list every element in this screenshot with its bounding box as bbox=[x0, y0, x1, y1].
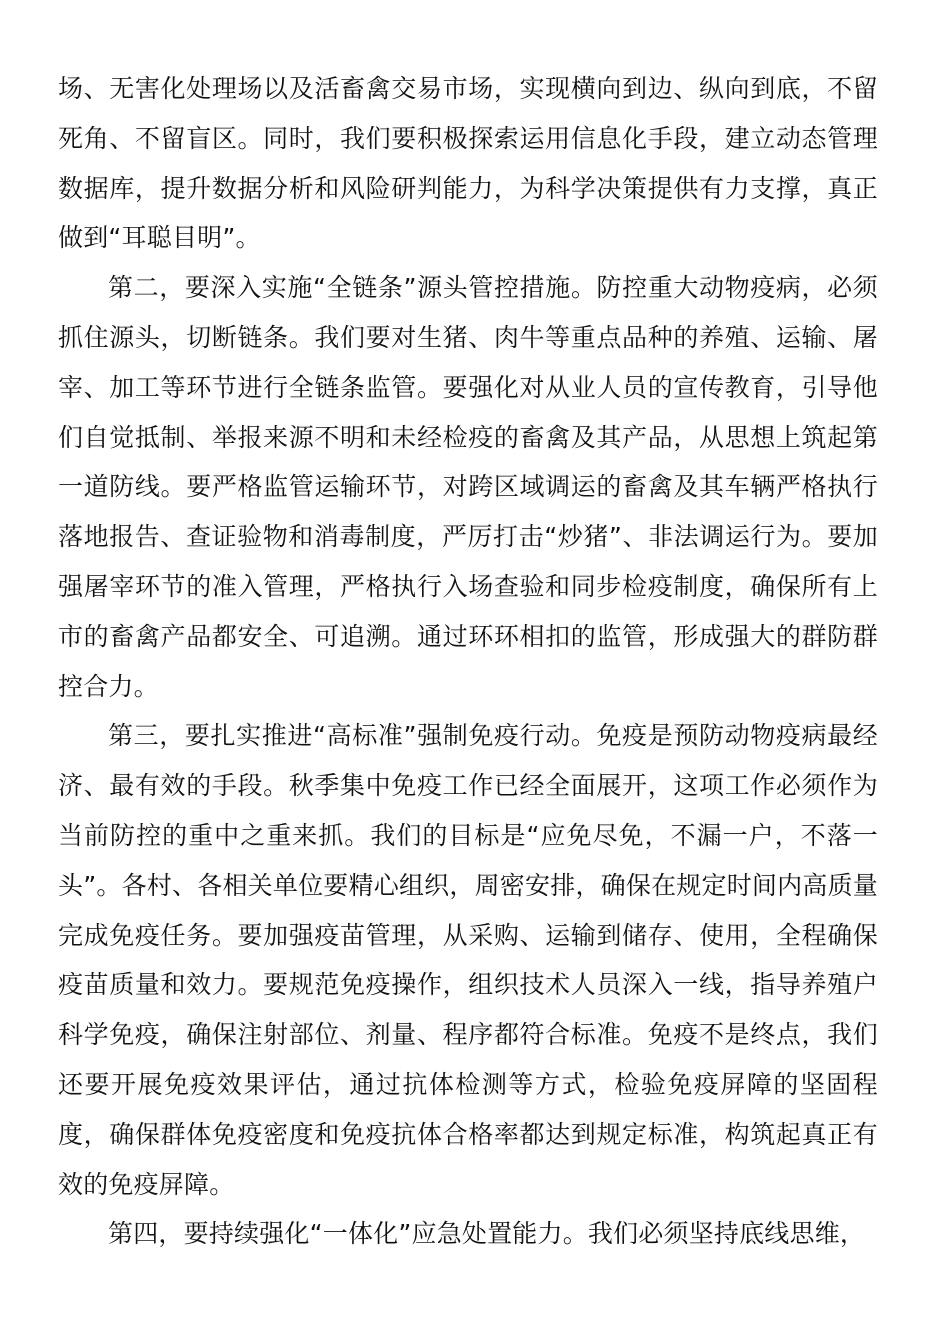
paragraph-third-point: 第三，要扎实推进“高标准”强制免疫行动。免疫是预防动物疫病最经济、最有效的手段。秋季集中免疫工作已经全面展开，这项工作必须作为当前防控的重中之重来抓。我们的目标是“应免尽免，不漏一户，不落一头”。各村、各相关单位要精心组织，周密安排，确保在规定时间内高质量完成免疫任务。要加强疫苗管理，从采购、运输到储存、使用，全程确保疫苗质量和效力。要规范免疫操作，组织技术人员深入一线，指导养殖户科学免疫，确保注射部位、剂量、程序都符合标准。免疫不是终点，我们还要开展免疫效果评估，通过抗体检测等方式，检验免疫屏障的坚固程度，确保群体免疫密度和免疫抗体合格率都达到规定标准，构筑起真正有效的免疫屏障。 bbox=[58, 721, 878, 1199]
document-body bbox=[58, 64, 878, 1259]
paragraph-fourth-point: 第四，要持续强化“一体化”应急处置能力。我们必须坚持底线思维， bbox=[108, 1219, 866, 1249]
paragraph-second-point: 第二，要深入实施“全链条”源头管控措施。防控重大动物疫病，必须抓住源头，切断链条。我们要对生猪、肉牛等重点品种的养殖、运输、屠宰、加工等环节进行全链条监管。要强化对从业人员的宣传教育，引导他们自觉抵制、举报来源不明和未经检疫的畜禽及其产品，从思想上筑起第一道防线。要严格监管运输环节，对跨区域调运的畜禽及其车辆严格执行落地报告、查证验物和消毒制度，严厉打击“炒猪”、非法调运行为。要加强屠宰环节的准入管理，严格执行入场查验和同步检疫制度，确保所有上市的畜禽产品都安全、可追溯。通过环环相扣的监管，形成强大的群防群控合力。 bbox=[58, 273, 878, 701]
paragraph-continuation: 场、无害化处理场以及活畜禽交易市场，实现横向到边、纵向到底，不留死角、不留盲区。同时，我们要积极探索运用信息化手段，建立动态管理数据库，提升数据分析和风险研判能力，为科学决策提供有力支撑，真正做到“耳聪目明”。 bbox=[58, 74, 878, 253]
